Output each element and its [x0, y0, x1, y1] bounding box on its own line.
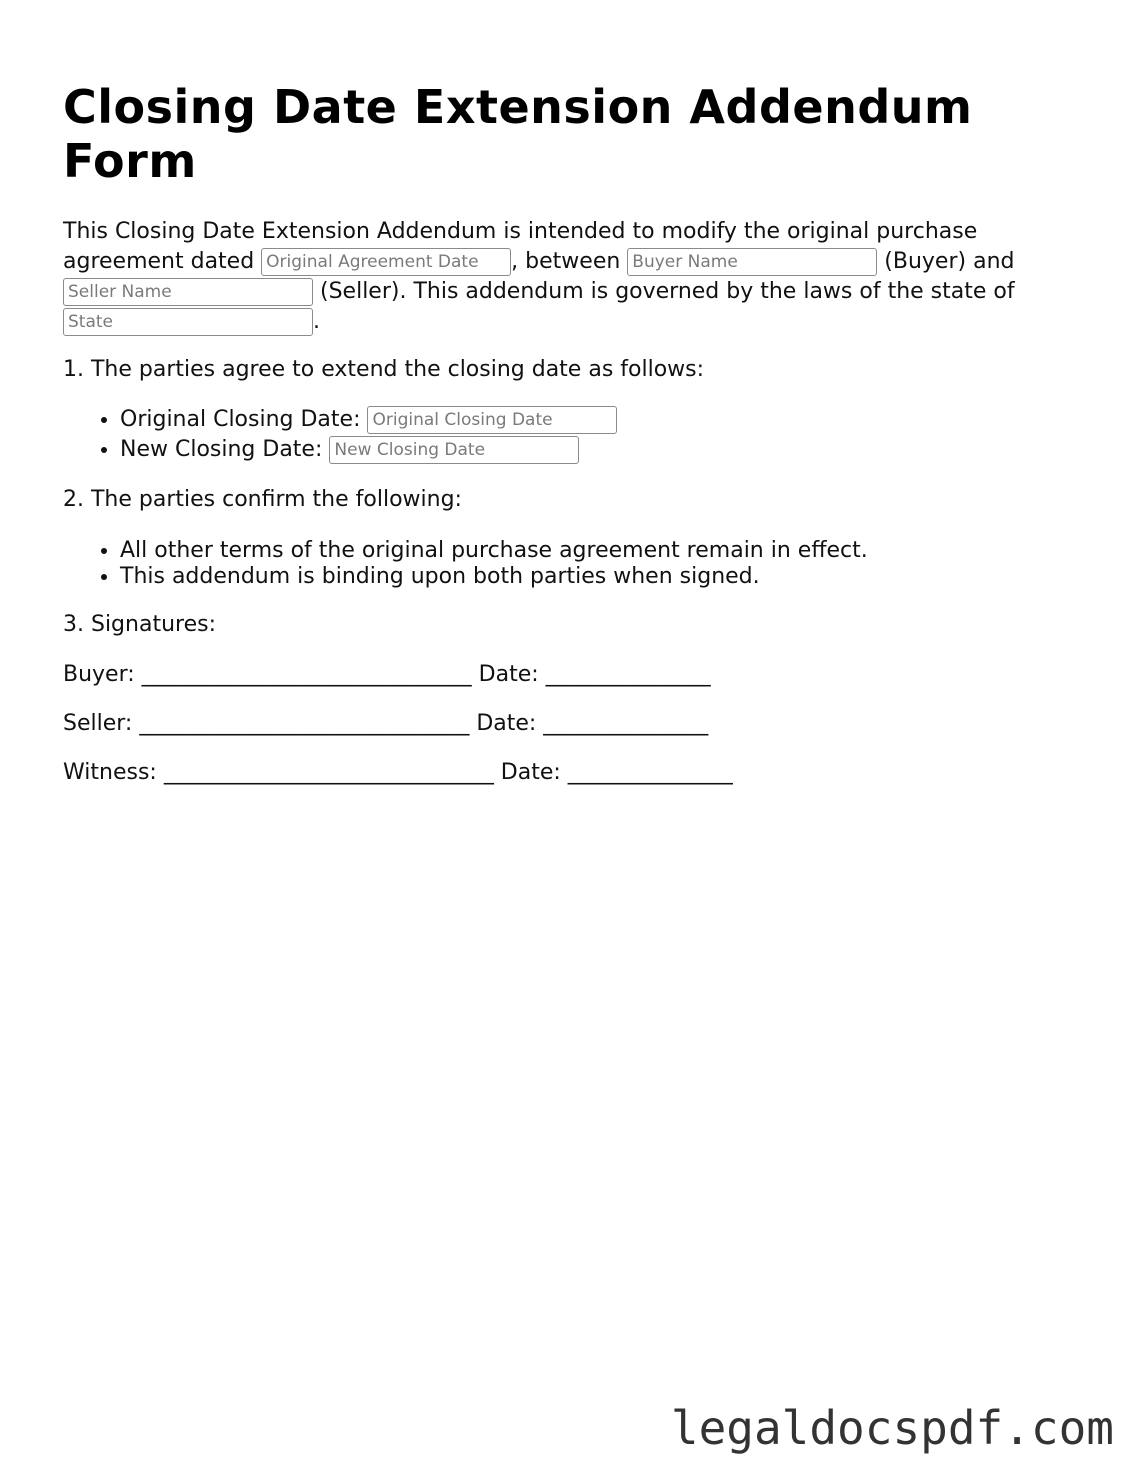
- original-closing-date-input[interactable]: [367, 406, 617, 434]
- list-item: • This addendum is binding upon both parties when signed.: [120, 562, 868, 592]
- state-input[interactable]: [63, 308, 313, 336]
- new-closing-date-input[interactable]: [329, 436, 579, 464]
- list-item: [120, 435, 617, 465]
- intro-text-3: (Buyer) and: [877, 249, 1015, 274]
- site-watermark: legaldocspdf.com: [670, 1401, 1114, 1455]
- original-closing-date-label: Original Closing Date:: [120, 407, 368, 432]
- intro-text-5: .: [313, 309, 320, 334]
- section-1-heading: 1. The parties agree to extend the closing date as follows:: [63, 357, 705, 382]
- intro-text-4: (Seller). This addendum is governed by the laws of the state of: [313, 279, 1015, 304]
- buyer-name-input[interactable]: [627, 248, 877, 276]
- new-closing-date-label: New Closing Date:: [120, 437, 330, 462]
- seller-name-input[interactable]: [63, 278, 313, 306]
- witness-signature-line: Witness: ______________________________ Date: _______________: [63, 760, 733, 785]
- list-item: [120, 405, 617, 435]
- intro-text-2: , between: [511, 249, 628, 274]
- buyer-signature-line: Buyer: ______________________________ Date: _______________: [63, 662, 711, 687]
- section-2-heading: 2. The parties confirm the following:: [63, 487, 462, 512]
- original-agreement-date-input[interactable]: [261, 248, 511, 276]
- page-title: Closing Date Extension Addendum Form: [63, 80, 973, 188]
- intro-text-1: This Closing Date Extension Addendum is intended to modify the original purchase agreement dated: [63, 219, 978, 274]
- list-item: • All other terms of the original purchase agreement remain in effect.: [120, 536, 868, 566]
- intro-paragraph: [63, 217, 1038, 337]
- section-3-heading: 3. Signatures:: [63, 612, 216, 637]
- confirmations-list: [63, 536, 868, 592]
- closing-dates-list: [63, 405, 617, 465]
- seller-signature-line: Seller: ______________________________ Date: _______________: [63, 711, 709, 736]
